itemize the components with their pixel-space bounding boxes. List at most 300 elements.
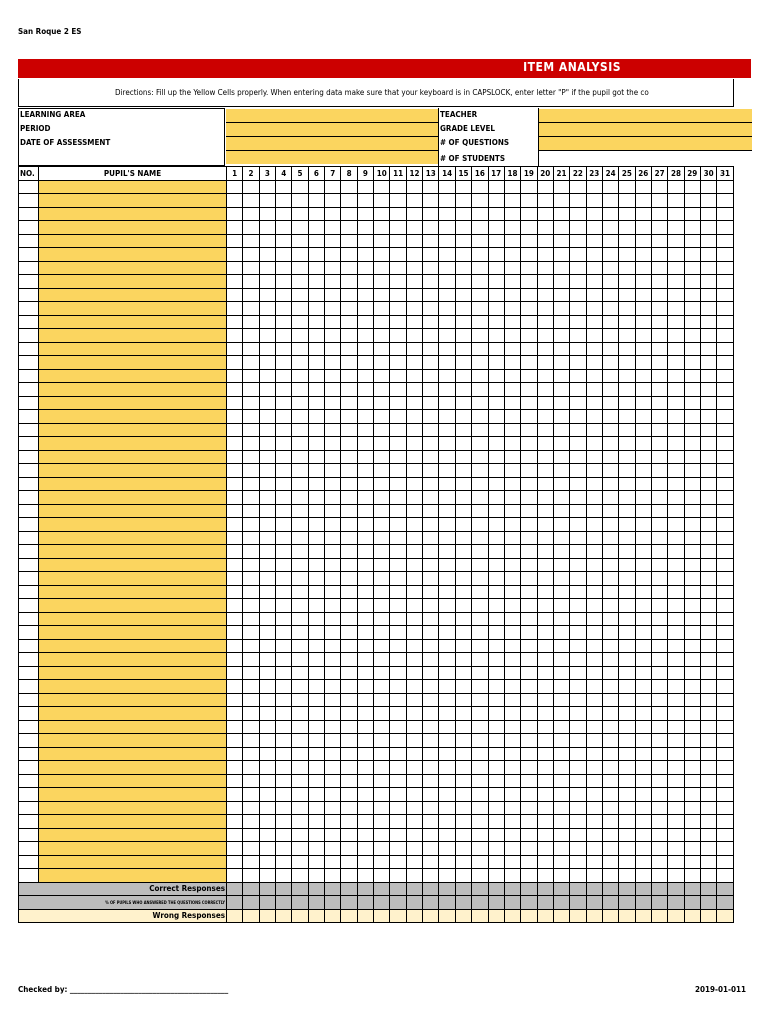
answer-cell[interactable] [259,599,275,613]
answer-cell[interactable] [406,194,422,208]
answer-cell[interactable] [341,666,357,680]
answer-cell[interactable] [423,707,439,721]
answer-cell[interactable] [619,464,635,478]
answer-cell[interactable] [635,693,651,707]
answer-cell[interactable] [374,666,390,680]
answer-cell[interactable] [357,396,373,410]
answer-cell[interactable] [455,194,471,208]
answer-cell[interactable] [341,801,357,815]
answer-cell[interactable] [570,639,586,653]
answer-cell[interactable] [700,734,716,748]
answer-cell[interactable] [259,774,275,788]
answer-cell[interactable] [472,774,488,788]
answer-cell[interactable] [276,383,292,397]
answer-cell[interactable] [521,315,537,329]
answer-cell[interactable] [521,612,537,626]
answer-cell[interactable] [292,585,308,599]
answer-cell[interactable] [537,288,553,302]
answer-cell[interactable] [684,639,700,653]
row-number-cell[interactable] [19,396,39,410]
answer-cell[interactable] [553,774,569,788]
answer-cell[interactable] [390,315,406,329]
answer-cell[interactable] [423,842,439,856]
row-number-cell[interactable] [19,639,39,653]
answer-cell[interactable] [717,383,733,397]
answer-cell[interactable] [259,288,275,302]
answer-cell[interactable] [684,275,700,289]
answer-cell[interactable] [341,599,357,613]
answer-cell[interactable] [700,680,716,694]
pupil-name-cell[interactable] [39,275,227,289]
answer-cell[interactable] [602,639,618,653]
answer-cell[interactable] [717,491,733,505]
answer-cell[interactable] [586,815,602,829]
answer-cell[interactable] [341,302,357,316]
answer-cell[interactable] [651,693,667,707]
answer-cell[interactable] [374,612,390,626]
answer-cell[interactable] [439,194,455,208]
answer-cell[interactable] [553,626,569,640]
answer-cell[interactable] [504,194,520,208]
answer-cell[interactable] [455,815,471,829]
answer-cell[interactable] [341,612,357,626]
answer-cell[interactable] [259,221,275,235]
answer-cell[interactable] [602,869,618,883]
answer-cell[interactable] [684,180,700,194]
answer-cell[interactable] [619,788,635,802]
answer-cell[interactable] [586,450,602,464]
answer-cell[interactable] [684,693,700,707]
answer-cell[interactable] [488,680,504,694]
answer-cell[interactable] [619,842,635,856]
answer-cell[interactable] [374,302,390,316]
answer-cell[interactable] [668,747,684,761]
answer-cell[interactable] [651,518,667,532]
answer-cell[interactable] [651,626,667,640]
answer-cell[interactable] [374,707,390,721]
answer-cell[interactable] [717,275,733,289]
answer-cell[interactable] [439,626,455,640]
answer-cell[interactable] [341,356,357,370]
row-number-cell[interactable] [19,599,39,613]
answer-cell[interactable] [488,369,504,383]
answer-cell[interactable] [553,545,569,559]
answer-cell[interactable] [357,869,373,883]
answer-cell[interactable] [276,491,292,505]
answer-cell[interactable] [341,815,357,829]
answer-cell[interactable] [684,815,700,829]
answer-cell[interactable] [357,288,373,302]
answer-cell[interactable] [488,194,504,208]
answer-cell[interactable] [553,761,569,775]
answer-cell[interactable] [472,491,488,505]
answer-cell[interactable] [243,828,259,842]
answer-cell[interactable] [684,423,700,437]
answer-cell[interactable] [472,248,488,262]
answer-cell[interactable] [668,275,684,289]
answer-cell[interactable] [227,342,243,356]
answer-cell[interactable] [570,504,586,518]
answer-cell[interactable] [292,248,308,262]
answer-cell[interactable] [602,774,618,788]
answer-cell[interactable] [292,653,308,667]
answer-cell[interactable] [341,639,357,653]
answer-cell[interactable] [521,761,537,775]
answer-cell[interactable] [423,626,439,640]
answer-cell[interactable] [374,788,390,802]
answer-cell[interactable] [684,518,700,532]
answer-cell[interactable] [537,788,553,802]
answer-cell[interactable] [276,747,292,761]
answer-cell[interactable] [374,653,390,667]
answer-cell[interactable] [635,518,651,532]
answer-cell[interactable] [406,396,422,410]
answer-cell[interactable] [602,180,618,194]
answer-cell[interactable] [472,504,488,518]
answer-cell[interactable] [586,761,602,775]
answer-cell[interactable] [684,464,700,478]
answer-cell[interactable] [586,261,602,275]
answer-cell[interactable] [390,288,406,302]
answer-cell[interactable] [586,747,602,761]
answer-cell[interactable] [668,707,684,721]
answer-cell[interactable] [455,207,471,221]
answer-cell[interactable] [259,194,275,208]
answer-cell[interactable] [700,248,716,262]
answer-cell[interactable] [635,612,651,626]
answer-cell[interactable] [423,180,439,194]
answer-cell[interactable] [553,477,569,491]
answer-cell[interactable] [292,572,308,586]
answer-cell[interactable] [488,828,504,842]
answer-cell[interactable] [553,248,569,262]
answer-cell[interactable] [325,788,341,802]
answer-cell[interactable] [439,329,455,343]
answer-cell[interactable] [619,315,635,329]
answer-cell[interactable] [308,788,324,802]
answer-cell[interactable] [668,491,684,505]
answer-cell[interactable] [357,572,373,586]
answer-cell[interactable] [472,639,488,653]
answer-cell[interactable] [423,801,439,815]
answer-cell[interactable] [292,315,308,329]
answer-cell[interactable] [390,504,406,518]
answer-cell[interactable] [390,666,406,680]
answer-cell[interactable] [472,356,488,370]
answer-cell[interactable] [276,693,292,707]
answer-cell[interactable] [700,477,716,491]
pupil-name-cell[interactable] [39,234,227,248]
answer-cell[interactable] [586,383,602,397]
answer-cell[interactable] [668,464,684,478]
answer-cell[interactable] [374,558,390,572]
answer-cell[interactable] [472,342,488,356]
answer-cell[interactable] [586,639,602,653]
answer-cell[interactable] [553,869,569,883]
answer-cell[interactable] [243,329,259,343]
answer-cell[interactable] [423,248,439,262]
answer-cell[interactable] [259,423,275,437]
answer-cell[interactable] [488,302,504,316]
row-number-cell[interactable] [19,464,39,478]
answer-cell[interactable] [325,612,341,626]
answer-cell[interactable] [651,680,667,694]
answer-cell[interactable] [390,302,406,316]
pupil-name-cell[interactable] [39,788,227,802]
learning-area-input[interactable] [226,109,438,123]
answer-cell[interactable] [570,234,586,248]
answer-cell[interactable] [668,518,684,532]
answer-cell[interactable] [243,423,259,437]
answer-cell[interactable] [325,680,341,694]
extra-input[interactable] [226,151,438,164]
answer-cell[interactable] [717,221,733,235]
answer-cell[interactable] [423,869,439,883]
answer-cell[interactable] [423,356,439,370]
answer-cell[interactable] [553,855,569,869]
answer-cell[interactable] [439,612,455,626]
answer-cell[interactable] [227,437,243,451]
answer-cell[interactable] [651,828,667,842]
answer-cell[interactable] [243,626,259,640]
answer-cell[interactable] [390,788,406,802]
answer-cell[interactable] [308,707,324,721]
answer-cell[interactable] [276,734,292,748]
answer-cell[interactable] [292,491,308,505]
answer-cell[interactable] [292,207,308,221]
answer-cell[interactable] [308,329,324,343]
answer-cell[interactable] [276,207,292,221]
pupil-name-cell[interactable] [39,437,227,451]
answer-cell[interactable] [357,248,373,262]
answer-cell[interactable] [570,437,586,451]
answer-cell[interactable] [537,234,553,248]
answer-cell[interactable] [553,504,569,518]
answer-cell[interactable] [488,423,504,437]
answer-cell[interactable] [570,828,586,842]
pupil-name-cell[interactable] [39,518,227,532]
answer-cell[interactable] [504,734,520,748]
answer-cell[interactable] [276,194,292,208]
answer-cell[interactable] [504,774,520,788]
answer-cell[interactable] [325,450,341,464]
answer-cell[interactable] [684,572,700,586]
answer-cell[interactable] [423,572,439,586]
answer-cell[interactable] [602,761,618,775]
answer-cell[interactable] [439,275,455,289]
answer-cell[interactable] [308,302,324,316]
answer-cell[interactable] [276,761,292,775]
answer-cell[interactable] [439,423,455,437]
answer-cell[interactable] [717,788,733,802]
answer-cell[interactable] [684,248,700,262]
answer-cell[interactable] [472,612,488,626]
answer-cell[interactable] [717,545,733,559]
answer-cell[interactable] [357,342,373,356]
answer-cell[interactable] [619,221,635,235]
answer-cell[interactable] [488,599,504,613]
answer-cell[interactable] [488,437,504,451]
answer-cell[interactable] [390,626,406,640]
answer-cell[interactable] [243,599,259,613]
answer-cell[interactable] [374,504,390,518]
answer-cell[interactable] [243,180,259,194]
answer-cell[interactable] [570,383,586,397]
answer-cell[interactable] [651,585,667,599]
answer-cell[interactable] [700,801,716,815]
answer-cell[interactable] [488,585,504,599]
answer-cell[interactable] [455,545,471,559]
answer-cell[interactable] [276,248,292,262]
answer-cell[interactable] [341,477,357,491]
answer-cell[interactable] [586,545,602,559]
answer-cell[interactable] [635,639,651,653]
answer-cell[interactable] [357,531,373,545]
answer-cell[interactable] [357,653,373,667]
answer-cell[interactable] [570,180,586,194]
answer-cell[interactable] [488,558,504,572]
answer-cell[interactable] [374,342,390,356]
answer-cell[interactable] [570,855,586,869]
answer-cell[interactable] [390,599,406,613]
answer-cell[interactable] [717,531,733,545]
answer-cell[interactable] [619,369,635,383]
pupil-name-cell[interactable] [39,356,227,370]
answer-cell[interactable] [227,288,243,302]
answer-cell[interactable] [668,855,684,869]
answer-cell[interactable] [684,207,700,221]
answer-cell[interactable] [325,221,341,235]
answer-cell[interactable] [423,558,439,572]
answer-cell[interactable] [472,477,488,491]
answer-cell[interactable] [635,585,651,599]
answer-cell[interactable] [276,545,292,559]
answer-cell[interactable] [259,477,275,491]
answer-cell[interactable] [619,288,635,302]
answer-cell[interactable] [308,599,324,613]
answer-cell[interactable] [504,707,520,721]
answer-cell[interactable] [227,261,243,275]
answer-cell[interactable] [406,315,422,329]
row-number-cell[interactable] [19,572,39,586]
answer-cell[interactable] [455,356,471,370]
answer-cell[interactable] [586,842,602,856]
answer-cell[interactable] [700,410,716,424]
answer-cell[interactable] [308,842,324,856]
answer-cell[interactable] [553,734,569,748]
answer-cell[interactable] [243,221,259,235]
answer-cell[interactable] [406,801,422,815]
answer-cell[interactable] [308,288,324,302]
answer-cell[interactable] [374,734,390,748]
answer-cell[interactable] [504,680,520,694]
pupil-name-cell[interactable] [39,180,227,194]
answer-cell[interactable] [325,869,341,883]
answer-cell[interactable] [700,774,716,788]
answer-cell[interactable] [537,612,553,626]
answer-cell[interactable] [619,396,635,410]
answer-cell[interactable] [586,423,602,437]
answer-cell[interactable] [521,491,537,505]
answer-cell[interactable] [537,801,553,815]
answer-cell[interactable] [455,302,471,316]
answer-cell[interactable] [537,720,553,734]
answer-cell[interactable] [504,572,520,586]
answer-cell[interactable] [308,275,324,289]
answer-cell[interactable] [374,396,390,410]
answer-cell[interactable] [668,261,684,275]
answer-cell[interactable] [227,666,243,680]
answer-cell[interactable] [292,747,308,761]
answer-cell[interactable] [504,464,520,478]
answer-cell[interactable] [684,801,700,815]
answer-cell[interactable] [308,356,324,370]
answer-cell[interactable] [700,585,716,599]
answer-cell[interactable] [276,221,292,235]
answer-cell[interactable] [472,275,488,289]
answer-cell[interactable] [553,261,569,275]
row-number-cell[interactable] [19,801,39,815]
answer-cell[interactable] [619,194,635,208]
answer-cell[interactable] [488,761,504,775]
answer-cell[interactable] [243,396,259,410]
answer-cell[interactable] [308,423,324,437]
answer-cell[interactable] [308,504,324,518]
answer-cell[interactable] [390,342,406,356]
answer-cell[interactable] [472,828,488,842]
answer-cell[interactable] [227,315,243,329]
answer-cell[interactable] [357,194,373,208]
answer-cell[interactable] [635,815,651,829]
answer-cell[interactable] [684,369,700,383]
answer-cell[interactable] [619,518,635,532]
answer-cell[interactable] [243,315,259,329]
answer-cell[interactable] [488,342,504,356]
answer-cell[interactable] [455,450,471,464]
answer-cell[interactable] [374,626,390,640]
answer-cell[interactable] [553,518,569,532]
answer-cell[interactable] [570,248,586,262]
answer-cell[interactable] [700,855,716,869]
answer-cell[interactable] [553,815,569,829]
answer-cell[interactable] [619,423,635,437]
answer-cell[interactable] [243,302,259,316]
answer-cell[interactable] [406,369,422,383]
answer-cell[interactable] [292,342,308,356]
answer-cell[interactable] [602,464,618,478]
answer-cell[interactable] [292,801,308,815]
answer-cell[interactable] [602,275,618,289]
answer-cell[interactable] [602,342,618,356]
answer-cell[interactable] [570,302,586,316]
answer-cell[interactable] [684,599,700,613]
answer-cell[interactable] [651,545,667,559]
answer-cell[interactable] [504,612,520,626]
answer-cell[interactable] [684,612,700,626]
answer-cell[interactable] [700,666,716,680]
answer-cell[interactable] [357,828,373,842]
answer-cell[interactable] [325,180,341,194]
answer-cell[interactable] [504,396,520,410]
answer-cell[interactable] [390,815,406,829]
answer-cell[interactable] [472,518,488,532]
answer-cell[interactable] [472,815,488,829]
answer-cell[interactable] [537,261,553,275]
answer-cell[interactable] [602,288,618,302]
answer-cell[interactable] [570,369,586,383]
answer-cell[interactable] [619,329,635,343]
answer-cell[interactable] [488,666,504,680]
